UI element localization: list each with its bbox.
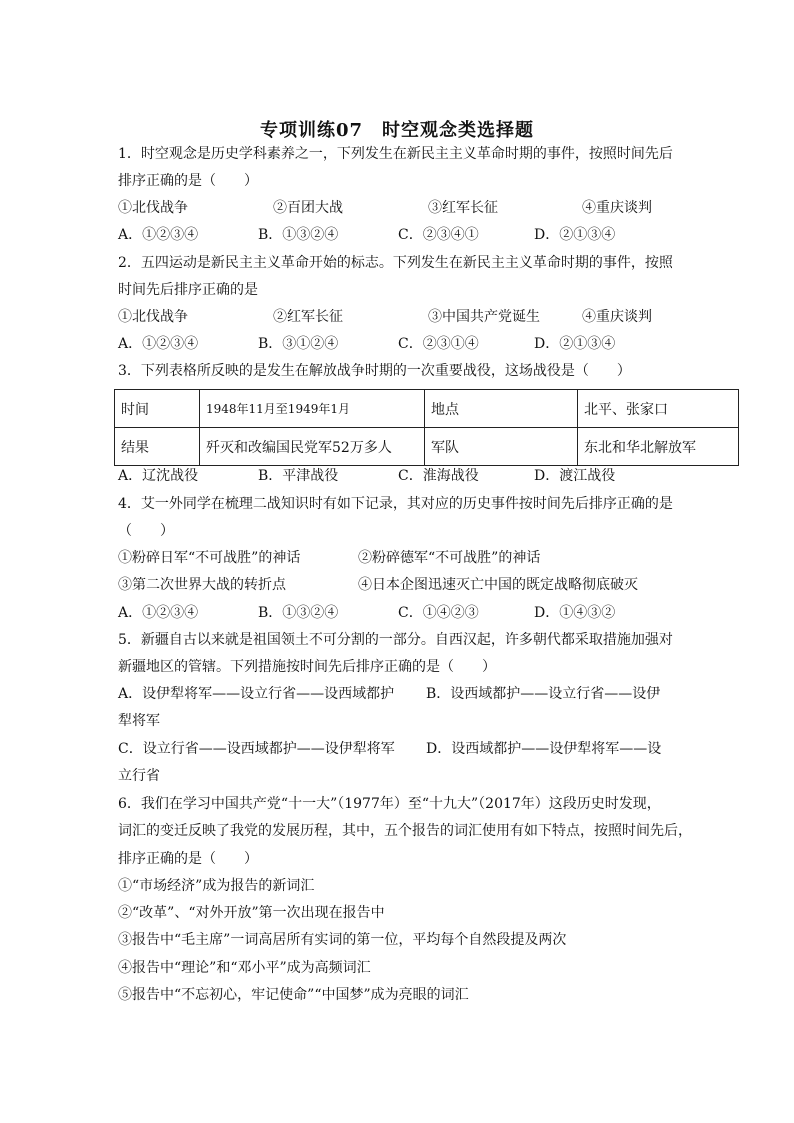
q2-stem-line1: 2．五四运动是新民主主义革命开始的标志。下列发生在新民主主义革命时期的事件，按照 (118, 255, 673, 271)
q4-options (118, 603, 738, 623)
q1-item: ④重庆谈判 (582, 200, 652, 216)
q2-options (118, 334, 738, 354)
q5-option-d-wrap: 立行省 (118, 768, 160, 784)
q4-option-b[interactable]: B．①③②④ (258, 605, 339, 621)
q3-option-d[interactable]: D．渡江战役 (534, 468, 616, 484)
q3-stem: 3．下列表格所反映的是发生在解放战争时期的一次重要战役，这场战役是（ ） (118, 363, 631, 379)
table-row (115, 390, 739, 428)
q5-stem-line2: 新疆地区的管辖。下列措施按时间先后排序正确的是（ ） (118, 659, 496, 675)
q1-option-b[interactable]: B．①③②④ (258, 227, 339, 243)
q2-item: ④重庆谈判 (582, 309, 652, 325)
battle-info-table (114, 389, 739, 466)
q1-item: ②百团大战 (273, 200, 343, 216)
q5-options-row2 (118, 739, 738, 759)
q4-option-c[interactable]: C．①④②③ (398, 605, 479, 621)
q5-options-row1 (118, 684, 738, 704)
q1-option-d[interactable]: D．②①③④ (534, 227, 616, 243)
q6-item: ②“改革”、“对外开放”第一次出现在报告中 (118, 905, 385, 921)
q4-stem-line1: 4．艾一外同学在梳理二战知识时有如下记录，其对应的历史事件按时间先后排序正确的是 (118, 496, 673, 512)
table-cell: 东北和华北解放军 (578, 428, 739, 466)
q1-item: ③红军长征 (428, 200, 498, 216)
q5-option-b-wrap: 犁将军 (118, 713, 160, 729)
q4-item: ③第二次世界大战的转折点 (118, 577, 286, 593)
q4-items-row1 (118, 548, 738, 568)
table-cell: 北平、张家口 (578, 390, 739, 428)
q5-option-d[interactable]: D．设西域都护——设伊犁将军——设 (426, 741, 662, 757)
q1-items (118, 198, 738, 218)
q4-item: ②粉碎德军“不可战胜”的神话 (358, 550, 541, 566)
q2-option-a[interactable]: A．①②③④ (118, 336, 199, 352)
q2-option-c[interactable]: C．②③①④ (398, 336, 479, 352)
q2-option-b[interactable]: B．③①②④ (258, 336, 339, 352)
q2-option-d[interactable]: D．②①③④ (534, 336, 616, 352)
table-cell: 地点 (425, 390, 578, 428)
q6-stem-line2: 词汇的变迁反映了我党的发展历程，其中，五个报告的词汇使用有如下特点，按照时间先后， (118, 823, 692, 839)
q5-option-c[interactable]: C．设立行省——设西域都护——设伊犁将军 (118, 741, 395, 757)
q5-option-a[interactable]: A．设伊犁将军——设立行省——设西域都护 (118, 686, 395, 702)
q4-items-row2 (118, 575, 738, 595)
table-row (115, 428, 739, 466)
q6-item: ③报告中“毛主席”一词高居所有实词的第一位，平均每个自然段提及两次 (118, 932, 567, 948)
q3-option-a[interactable]: A．辽沈战役 (118, 468, 199, 484)
q4-option-d[interactable]: D．①④③② (534, 605, 616, 621)
q1-options (118, 225, 738, 245)
q2-items (118, 307, 738, 327)
q1-option-c[interactable]: C．②③④① (398, 227, 479, 243)
q2-item: ③中国共产党诞生 (428, 309, 540, 325)
page-title: 专项训练07 时空观念类选择题 (259, 120, 535, 141)
q6-item: ④报告中“理论”和“邓小平”成为高频词汇 (118, 960, 371, 976)
q6-stem-line1: 6．我们在学习中国共产党“十一大”（1977年）至“十九大”（2017年）这段历史时发现， (118, 796, 661, 812)
q2-stem-line2: 时间先后排序正确的是 (118, 282, 258, 298)
q1-stem-line2: 排序正确的是（ ） (118, 173, 258, 189)
q4-item: ①粉碎日军“不可战胜”的神话 (118, 550, 301, 566)
q6-item: ①“市场经济”成为报告的新词汇 (118, 878, 315, 894)
table-cell: 1948年11月至1949年1月 (200, 390, 425, 428)
table-cell: 结果 (115, 428, 200, 466)
table-cell: 歼灭和改编国民党军52万多人 (200, 428, 425, 466)
q6-item: ⑤报告中“不忘初心，牢记使命”“中国梦”成为亮眼的词汇 (118, 987, 469, 1003)
q3-option-b[interactable]: B．平津战役 (258, 468, 339, 484)
q2-item: ①北伐战争 (118, 309, 188, 325)
q3-options (118, 466, 738, 486)
q5-stem-line1: 5．新疆自古以来就是祖国领土不可分割的一部分。自西汉起，许多朝代都采取措施加强对 (118, 632, 673, 648)
q4-item: ④日本企图迅速灭亡中国的既定战略彻底破灭 (358, 577, 638, 593)
table-cell: 时间 (115, 390, 200, 428)
q1-stem-line1: 1．时空观念是历史学科素养之一，下列发生在新民主主义革命时期的事件，按照时间先后 (118, 146, 673, 162)
q5-option-b[interactable]: B．设西域都护——设立行省——设伊 (426, 686, 661, 702)
q4-stem-line2: （ ） (118, 523, 174, 539)
q1-item: ①北伐战争 (118, 200, 188, 216)
q6-stem-line3: 排序正确的是（ ） (118, 851, 258, 867)
q1-option-a[interactable]: A．①②③④ (118, 227, 199, 243)
q2-item: ②红军长征 (273, 309, 343, 325)
q3-option-c[interactable]: C．淮海战役 (398, 468, 479, 484)
q4-option-a[interactable]: A．①②③④ (118, 605, 199, 621)
table-cell: 军队 (425, 428, 578, 466)
